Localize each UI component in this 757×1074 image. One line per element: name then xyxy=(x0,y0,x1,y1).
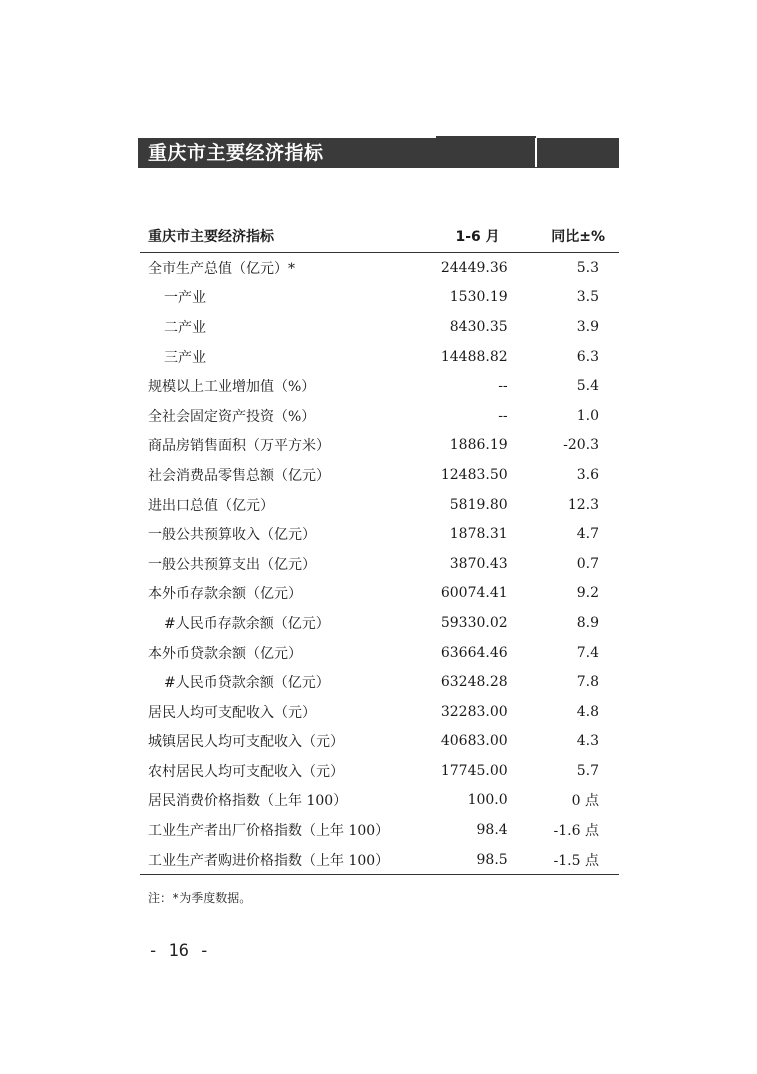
row-yoy: 1.0 xyxy=(576,407,599,424)
row-indicator: 农村居民人均可支配收入（元） xyxy=(148,763,344,780)
row-yoy: 3.5 xyxy=(576,289,599,306)
banner-rule xyxy=(138,167,619,168)
row-yoy: 4.3 xyxy=(576,733,599,750)
row-indicator: 城镇居民人均可支配收入（元） xyxy=(148,734,344,751)
table-row xyxy=(140,283,619,313)
footnote: 注：*为季度数据。 xyxy=(148,891,252,905)
row-indicator: 三产业 xyxy=(164,349,206,366)
row-value: 17745.00 xyxy=(440,762,508,779)
banner-top-line xyxy=(436,136,536,138)
table-row xyxy=(140,786,619,816)
row-indicator: 工业生产者出厂价格指数（上年 100） xyxy=(148,823,390,840)
table-row xyxy=(140,815,619,845)
row-value: 24449.36 xyxy=(440,259,508,276)
row-yoy: 9.2 xyxy=(576,585,599,602)
row-yoy: 4.7 xyxy=(576,526,599,543)
row-indicator: 商品房销售面积（万平方米） xyxy=(148,438,330,455)
row-yoy: -1.6 点 xyxy=(553,823,599,840)
row-indicator: 进出口总值（亿元） xyxy=(148,497,274,514)
row-value: 1878.31 xyxy=(449,526,508,543)
row-value: 14488.82 xyxy=(440,348,508,365)
row-indicator: 居民人均可支配收入（元） xyxy=(148,704,316,721)
row-value: 1886.19 xyxy=(449,437,508,454)
row-value: -- xyxy=(498,407,508,424)
row-value: 98.4 xyxy=(476,822,508,839)
row-yoy: 5.4 xyxy=(576,378,599,395)
row-value: 5819.80 xyxy=(449,496,508,513)
table-row xyxy=(140,727,619,757)
row-yoy: 7.4 xyxy=(576,644,599,661)
table-row xyxy=(140,697,619,727)
row-indicator: #人民币贷款余额（亿元） xyxy=(164,675,330,692)
row-yoy: 4.8 xyxy=(576,703,599,720)
row-value: 63664.46 xyxy=(440,644,508,661)
table-row xyxy=(140,371,619,401)
row-value: 40683.00 xyxy=(440,733,508,750)
row-indicator: 本外币存款余额（亿元） xyxy=(148,586,302,603)
row-yoy: 7.8 xyxy=(576,674,599,691)
table-row xyxy=(140,549,619,579)
header-period: 1-6 月 xyxy=(389,219,512,253)
table-row xyxy=(140,667,619,697)
row-value: 1530.19 xyxy=(449,289,508,306)
table-row xyxy=(140,845,619,875)
row-yoy: 12.3 xyxy=(567,496,599,513)
row-yoy: 5.7 xyxy=(576,762,599,779)
row-indicator: 一般公共预算收入（亿元） xyxy=(148,527,316,544)
table-row xyxy=(140,460,619,490)
row-indicator: 一产业 xyxy=(164,290,206,307)
row-value: -- xyxy=(498,378,508,395)
table-row xyxy=(140,401,619,431)
row-value: 60074.41 xyxy=(440,585,508,602)
row-indicator: #人民币存款余额（亿元） xyxy=(164,615,330,632)
indicator-table xyxy=(140,219,619,875)
row-value: 59330.02 xyxy=(440,614,508,631)
row-yoy: 3.9 xyxy=(576,318,599,335)
row-yoy: -20.3 xyxy=(563,437,599,454)
row-indicator: 二产业 xyxy=(164,319,206,336)
row-value: 100.0 xyxy=(467,792,508,809)
table-row xyxy=(140,608,619,638)
header-yoy: 同比±% xyxy=(512,219,619,253)
row-value: 63248.28 xyxy=(440,674,508,691)
row-indicator: 居民消费价格指数（上年 100） xyxy=(148,793,348,810)
row-yoy: 5.3 xyxy=(576,259,599,276)
row-value: 8430.35 xyxy=(449,318,508,335)
row-indicator: 一般公共预算支出（亿元） xyxy=(148,556,316,573)
row-yoy: 3.6 xyxy=(576,466,599,483)
table-row xyxy=(140,253,619,283)
row-yoy: 8.9 xyxy=(576,614,599,631)
table-row xyxy=(140,519,619,549)
row-yoy: 6.3 xyxy=(576,348,599,365)
section-title: 重庆市主要经济指标 xyxy=(148,142,324,164)
table-row xyxy=(140,431,619,461)
banner-divider xyxy=(535,138,537,168)
table-row xyxy=(140,579,619,609)
row-yoy: 0 点 xyxy=(571,793,599,810)
row-yoy: 0.7 xyxy=(576,555,599,572)
row-indicator: 全社会固定资产投资（%） xyxy=(148,408,316,425)
row-value: 3870.43 xyxy=(449,555,508,572)
row-indicator: 规模以上工业增加值（%） xyxy=(148,379,316,396)
row-indicator: 社会消费品零售总额（亿元） xyxy=(148,467,330,484)
page-number: - 16 - xyxy=(148,941,210,961)
row-value: 98.5 xyxy=(389,845,512,875)
table-row xyxy=(140,490,619,520)
row-indicator: 全市生产总值（亿元）* xyxy=(148,260,295,277)
row-value: 12483.50 xyxy=(440,466,508,483)
table-row xyxy=(140,638,619,668)
table-row xyxy=(140,342,619,372)
table-header-row xyxy=(140,219,619,253)
row-indicator: 本外币贷款余额（亿元） xyxy=(148,645,302,662)
header-indicator: 重庆市主要经济指标 xyxy=(140,219,389,253)
section-banner xyxy=(138,138,619,168)
row-indicator: 工业生产者购进价格指数（上年 100） xyxy=(140,845,389,875)
row-yoy: -1.5 点 xyxy=(512,845,619,875)
table-row xyxy=(140,312,619,342)
table-row xyxy=(140,756,619,786)
row-value: 32283.00 xyxy=(440,703,508,720)
